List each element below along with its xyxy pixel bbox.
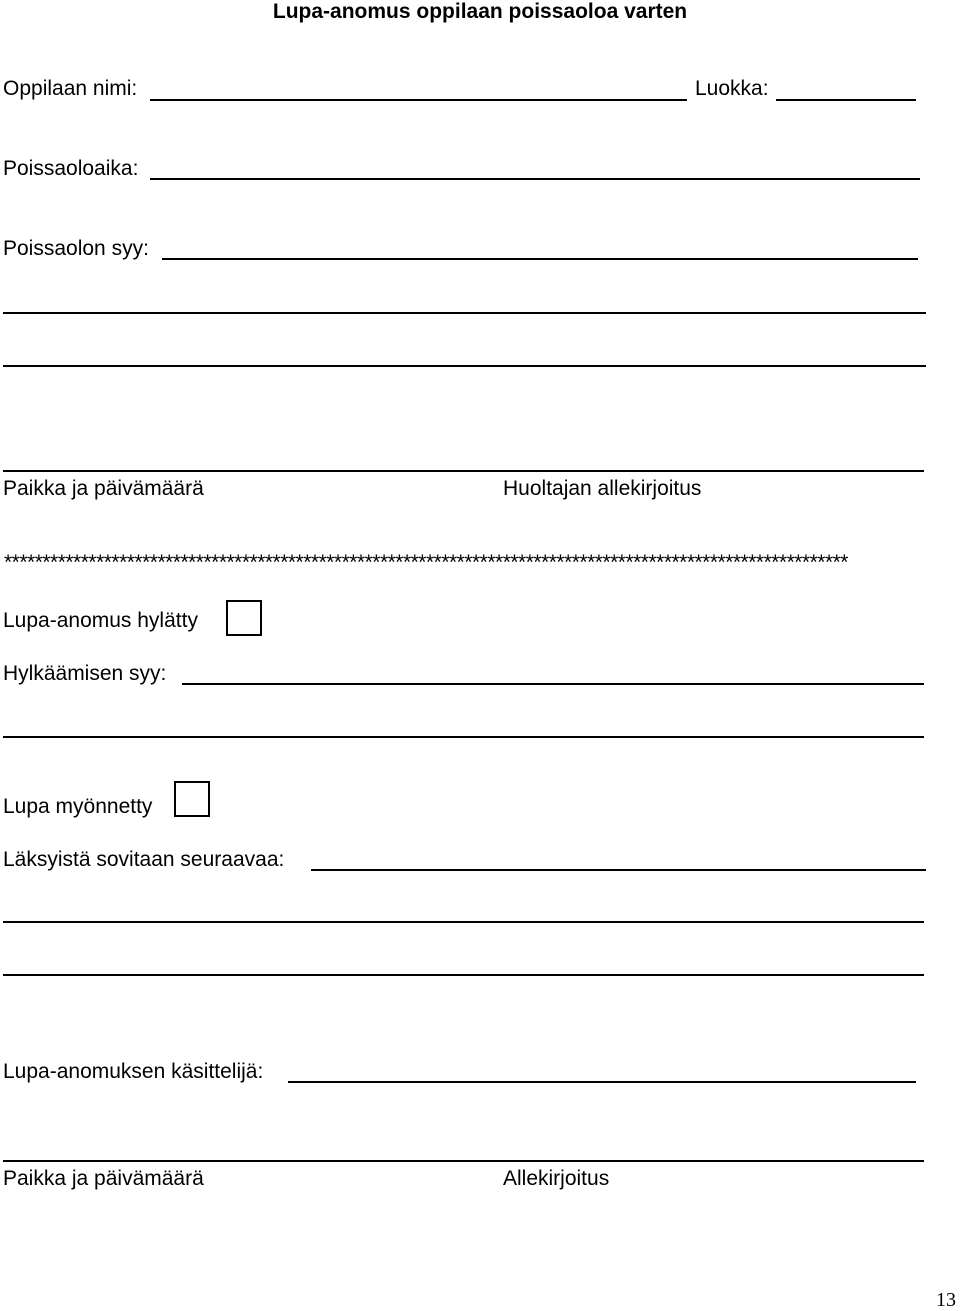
guardian-signature-label: Huoltajan allekirjoitus <box>503 477 702 500</box>
separator-stars: ************************************************************************************************************** <box>4 551 848 574</box>
absence-reason-line-2[interactable] <box>3 312 926 314</box>
handler-label: Lupa-anomuksen käsittelijä: <box>3 1060 264 1083</box>
class-label: Luokka: <box>695 77 769 100</box>
absence-time-label: Poissaoloaika: <box>3 157 139 180</box>
class-line[interactable] <box>776 99 916 101</box>
absence-reason-label: Poissaolon syy: <box>3 237 149 260</box>
absence-time-line[interactable] <box>150 178 920 180</box>
signature-line-2[interactable] <box>3 1160 924 1162</box>
absence-reason-line[interactable] <box>162 258 918 260</box>
rejection-reason-line-2[interactable] <box>3 736 924 738</box>
page-title: Lupa-anomus oppilaan poissaoloa varten <box>272 0 688 23</box>
rejection-reason-label: Hylkäämisen syy: <box>3 662 167 685</box>
homework-label: Läksyistä sovitaan seuraavaa: <box>3 848 285 871</box>
absence-reason-line-3[interactable] <box>3 365 926 367</box>
signature-line-1[interactable] <box>3 470 924 472</box>
homework-line-3[interactable] <box>3 974 924 976</box>
rejection-reason-line[interactable] <box>182 683 924 685</box>
rejected-label: Lupa-anomus hylätty <box>3 609 198 632</box>
student-name-line[interactable] <box>150 99 687 101</box>
granted-checkbox[interactable] <box>174 781 210 817</box>
rejected-checkbox[interactable] <box>226 600 262 636</box>
signature-label: Allekirjoitus <box>503 1167 610 1190</box>
place-date-label-1: Paikka ja päivämäärä <box>3 477 204 500</box>
page-number: 13 <box>936 1289 956 1311</box>
homework-line-2[interactable] <box>3 921 924 923</box>
place-date-label-2: Paikka ja päivämäärä <box>3 1167 204 1190</box>
granted-label: Lupa myönnetty <box>3 795 153 818</box>
student-name-label: Oppilaan nimi: <box>3 77 138 100</box>
handler-line[interactable] <box>288 1081 916 1083</box>
homework-line[interactable] <box>311 869 926 871</box>
